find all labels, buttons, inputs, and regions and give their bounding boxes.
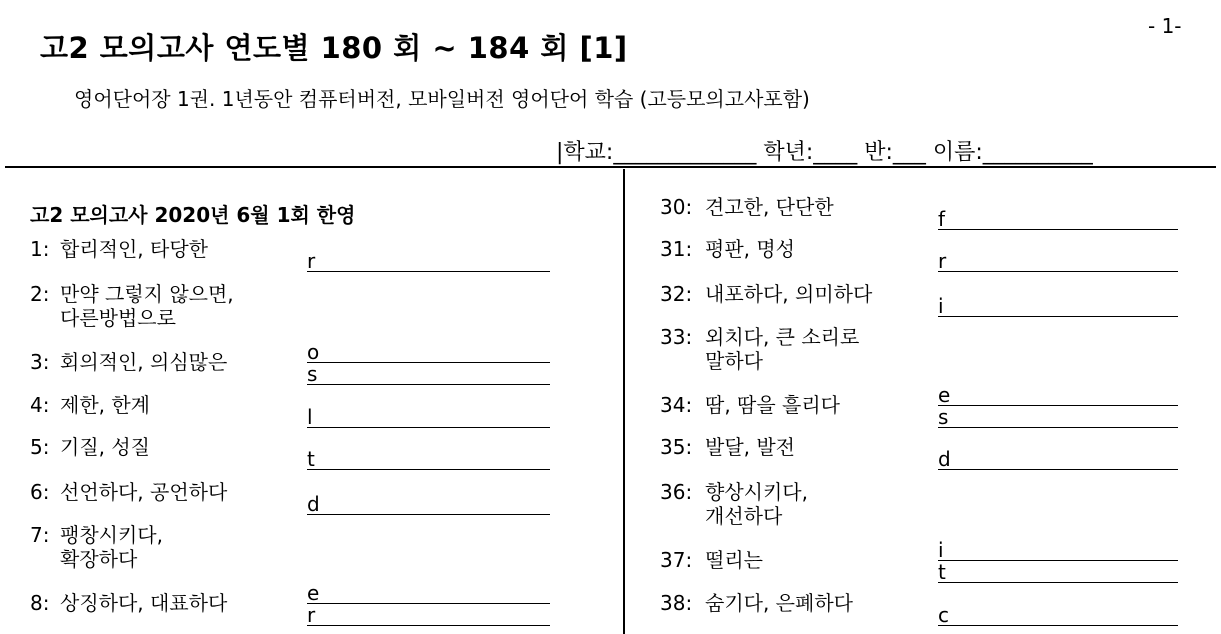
vocab-item (30, 282, 234, 330)
answer-blank[interactable] (938, 597, 1178, 626)
item-meaning: 만약 그렇지 않으면, (60, 282, 234, 306)
answer-blank[interactable] (938, 243, 1178, 272)
answer-hint-letter: e (938, 383, 951, 407)
item-number: 1: (30, 237, 50, 261)
item-meaning: 발달, 발전 (705, 435, 795, 459)
item-meaning: 기질, 성질 (60, 435, 150, 459)
section-title: 고2 모의고사 2020년 6월 1회 한영 (30, 203, 356, 227)
answer-blank[interactable] (938, 288, 1178, 317)
vocab-item (660, 480, 808, 528)
item-meaning: 제한, 한계 (60, 393, 150, 417)
item-number: 36: (660, 480, 693, 504)
page-subtitle: 영어단어장 1권. 1년동안 컴퓨터버전, 모바일버전 영어단어 학습 (고등모의고사포함) (74, 87, 810, 111)
answer-hint-letter: c (938, 603, 949, 627)
item-meaning-continued: 말하다 (705, 349, 763, 373)
answer-blank[interactable] (307, 356, 550, 385)
answer-hint-letter: o (307, 340, 320, 364)
item-number: 38: (660, 591, 693, 615)
vocab-item (660, 325, 859, 373)
item-number: 3: (30, 350, 50, 374)
vocab-item (660, 237, 795, 261)
item-meaning: 떨리는 (705, 548, 763, 572)
answer-blank[interactable] (938, 554, 1178, 583)
vocab-item (660, 195, 834, 219)
item-number: 6: (30, 480, 50, 504)
vocab-item (30, 591, 227, 615)
item-number: 2: (30, 282, 50, 306)
item-meaning-continued: 개선하다 (705, 504, 783, 528)
vocab-item (660, 435, 795, 459)
item-number: 4: (30, 393, 50, 417)
vocab-item (660, 591, 853, 615)
answer-blank[interactable] (307, 441, 550, 470)
answer-hint-letter: i (938, 294, 944, 318)
answer-blank[interactable] (307, 597, 550, 626)
answer-hint-letter: r (938, 249, 947, 273)
item-meaning: 내포하다, 의미하다 (705, 282, 873, 306)
answer-hint-letter: l (307, 405, 313, 429)
answer-blank[interactable] (938, 201, 1178, 230)
item-number: 37: (660, 548, 693, 572)
answer-hint-letter: r (307, 603, 316, 627)
answer-blank[interactable] (307, 399, 550, 428)
vocab-item (660, 282, 872, 306)
item-meaning: 상징하다, 대표하다 (60, 591, 228, 615)
vocab-item (30, 237, 208, 261)
item-number: 5: (30, 435, 50, 459)
vocab-item (30, 350, 227, 374)
item-meaning: 견고한, 단단한 (705, 195, 834, 219)
answer-blank[interactable] (938, 441, 1178, 470)
item-number: 32: (660, 282, 693, 306)
vocab-item (30, 435, 150, 459)
answer-blank[interactable] (938, 399, 1178, 428)
item-meaning: 평판, 명성 (705, 237, 795, 261)
item-number: 34: (660, 393, 693, 417)
item-meaning: 팽창시키다, (60, 523, 163, 547)
answer-hint-letter: e (307, 581, 320, 605)
page-number: - 1- (1148, 14, 1182, 38)
column-divider (623, 169, 625, 634)
answer-hint-letter: d (307, 492, 320, 516)
answer-hint-letter: d (938, 447, 951, 471)
vocab-item (660, 393, 840, 417)
item-meaning: 땀, 땀을 흘리다 (705, 393, 840, 417)
item-number: 33: (660, 325, 693, 349)
item-meaning: 회의적인, 의심많은 (60, 350, 228, 374)
vocab-item (30, 523, 163, 571)
answer-blank[interactable] (307, 486, 550, 515)
item-number: 30: (660, 195, 693, 219)
item-number: 35: (660, 435, 693, 459)
answer-hint-letter: i (938, 538, 944, 562)
item-meaning: 향상시키다, (705, 480, 808, 504)
item-number: 31: (660, 237, 693, 261)
student-info-line: |학교:_____________ 학년:____ 반:___ 이름:__________ (556, 140, 1093, 165)
answer-blank[interactable] (307, 243, 550, 272)
answer-hint-letter: r (307, 249, 316, 273)
vocab-item (660, 548, 763, 572)
header-divider (5, 166, 1216, 168)
item-meaning-continued: 다른방법으로 (60, 306, 176, 330)
item-meaning-continued: 확장하다 (60, 547, 138, 571)
item-meaning: 합리적인, 타당한 (60, 237, 208, 261)
item-number: 7: (30, 523, 50, 547)
answer-hint-letter: f (938, 207, 946, 231)
answer-hint-letter: s (307, 362, 318, 386)
item-number: 8: (30, 591, 50, 615)
answer-hint-letter: t (938, 560, 946, 584)
vocab-item (30, 393, 150, 417)
item-meaning: 선언하다, 공언하다 (60, 480, 228, 504)
answer-hint-letter: t (307, 447, 315, 471)
item-meaning: 숨기다, 은폐하다 (705, 591, 853, 615)
answer-hint-letter: s (938, 405, 949, 429)
vocab-item (30, 480, 227, 504)
item-meaning: 외치다, 큰 소리로 (705, 325, 860, 349)
page-title: 고2 모의고사 연도별 180 회 ~ 184 회 [1] (40, 31, 628, 65)
